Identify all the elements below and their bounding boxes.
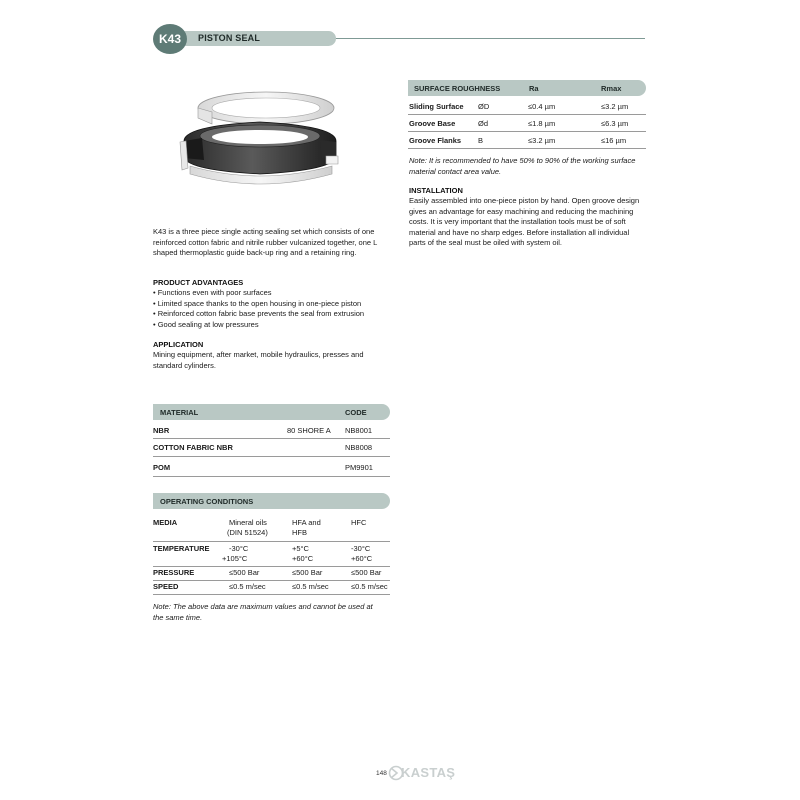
ra-column-header: Ra: [529, 84, 539, 93]
op-value: HFC: [351, 518, 367, 527]
installation-heading: INSTALLATION: [409, 186, 463, 195]
product-code-badge: K43: [153, 24, 187, 54]
surface-rmax: ≤16 µm: [601, 136, 627, 145]
op-label: MEDIA: [153, 518, 178, 527]
table-divider: [153, 566, 390, 567]
seal-product-image: [176, 86, 344, 198]
op-value: +60°C: [292, 554, 314, 563]
surface-name: Sliding Surface: [409, 102, 464, 111]
operating-heading: OPERATING CONDITIONS: [160, 497, 254, 506]
surface-symbol: ØD: [478, 102, 490, 111]
surface-name: Groove Flanks: [409, 136, 462, 145]
op-label: SPEED: [153, 582, 179, 591]
brand-logo-text: KASTAŞ: [401, 765, 456, 780]
surface-symbol: Ød: [478, 119, 489, 128]
op-value: ≤0.5 m/sec: [229, 582, 266, 591]
material-column-header: MATERIAL: [160, 408, 199, 417]
list-item: • Limited space thanks to the open housing in one-piece piston: [153, 299, 391, 310]
list-item: • Reinforced cotton fabric base prevents the seal from extrusion: [153, 309, 391, 320]
code-column-header: CODE: [345, 408, 367, 417]
table-divider: [153, 594, 390, 595]
material-spec: 80 SHORE A: [287, 426, 331, 435]
op-value: ≤500 Bar: [351, 568, 382, 577]
table-divider: [408, 148, 646, 149]
header-rule: [300, 38, 645, 39]
material-code: NB8008: [345, 443, 373, 452]
table-divider: [153, 476, 390, 477]
op-value: +105°C: [222, 554, 248, 563]
op-value: -30°C: [229, 544, 249, 553]
surface-ra: ≤0.4 µm: [528, 102, 556, 111]
surface-name: Groove Base: [409, 119, 456, 128]
operating-table-header: [153, 493, 390, 509]
surface-symbol: B: [478, 136, 484, 145]
op-value: HFB: [292, 528, 307, 537]
material-table-header: [153, 404, 390, 420]
surface-ra: ≤1.8 µm: [528, 119, 556, 128]
table-divider: [153, 580, 390, 581]
material-name: POM: [153, 463, 171, 472]
op-value: ≤0.5 m/sec: [292, 582, 329, 591]
op-value: ≤500 Bar: [292, 568, 323, 577]
material-code: PM9901: [345, 463, 373, 472]
rmax-column-header: Rmax: [601, 84, 622, 93]
operating-note: Note: The above data are maximum values and cannot be used at the same time.: [153, 602, 373, 622]
advantages-heading: PRODUCT ADVANTAGES: [153, 278, 244, 287]
op-label: PRESSURE: [153, 568, 195, 577]
list-item: • Functions even with poor surfaces: [153, 288, 391, 299]
page-number: 148: [376, 770, 387, 777]
surface-rmax: ≤3.2 µm: [601, 102, 629, 111]
product-description: K43 is a three piece single acting sealing set which consists of one reinforced cotton fabric and nitrile rubber vulcanized together, one L shaped thermoplastic guide back-up ring and a retaining ring.: [153, 227, 378, 257]
material-name: NBR: [153, 426, 170, 435]
surface-column-header: SURFACE ROUGHNESS: [414, 84, 501, 93]
list-item: • Good sealing at low pressures: [153, 320, 391, 331]
application-text: Mining equipment, after market, mobile hydraulics, presses and standard cylinders.: [153, 350, 364, 370]
page-title: PISTON SEAL: [198, 33, 261, 43]
op-value: Mineral oils: [229, 518, 267, 527]
op-value: ≤0.5 m/sec: [351, 582, 388, 591]
installation-text: Easily assembled into one-piece piston by hand. Open groove design gives an advantage for easy machining and reducing the machining costs. It is very important that the installation tools must be of soft material and have no sharp edges. Before installation all individual parts of the seal must be oiled with system oil.: [409, 196, 640, 247]
advantages-list: [153, 288, 391, 330]
application-heading: APPLICATION: [153, 340, 204, 349]
table-divider: [408, 114, 646, 115]
table-divider: [153, 456, 390, 457]
op-value: (DIN 51524): [227, 528, 268, 537]
surface-rmax: ≤6.3 µm: [601, 119, 629, 128]
op-value: HFA and: [292, 518, 321, 527]
surface-table-header: [408, 80, 646, 96]
op-label: TEMPERATURE: [153, 544, 210, 553]
table-divider: [408, 131, 646, 132]
table-divider: [153, 541, 390, 542]
surface-note: Note: It is recommended to have 50% to 90% of the working surface material contact area value.: [409, 156, 636, 176]
surface-ra: ≤3.2 µm: [528, 136, 556, 145]
op-value: +5°C: [292, 544, 309, 553]
brand-logo-icon: [388, 765, 402, 781]
material-code: NB8001: [345, 426, 373, 435]
op-value: ≤500 Bar: [229, 568, 260, 577]
op-value: -30°C: [351, 544, 371, 553]
op-value: +60°C: [351, 554, 373, 563]
table-divider: [153, 438, 390, 439]
material-name: COTTON FABRIC NBR: [153, 443, 233, 452]
